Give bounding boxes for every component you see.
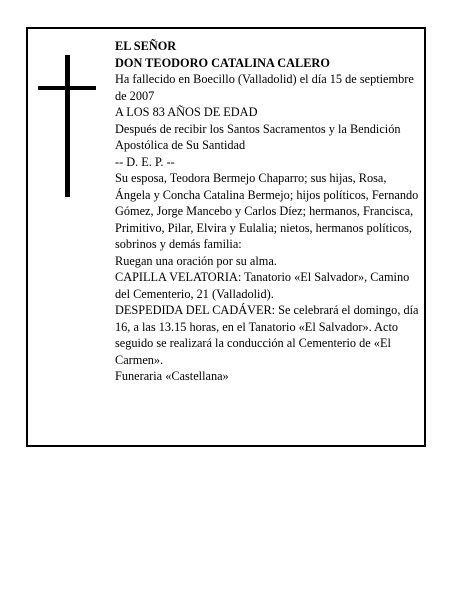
cross-vertical-bar xyxy=(65,55,70,197)
deceased-name: DON TEODORO CATALINA CALERO xyxy=(115,55,330,70)
sacraments-line: Después de recibir los Santos Sacramentos y la Bendición Apostólica de Su Santidad xyxy=(115,121,401,152)
family-list: Su esposa, Teodora Bermejo Chaparro; sus hijas, Rosa, Ángela y Concha Catalina Bermejo; hijos políticos, Fernando Gómez, Jorge Mancebo y Carlos Díez; hermanos, Francisca, Primitivo, Pilar, Elvira y Eulalia; nietos, hermanos políticos, sobrinos y demás familia: xyxy=(115,171,419,251)
dep-line: -- D. E. P. -- xyxy=(115,154,175,169)
farewell-info: DESPEDIDA DEL CADÁVER: Se celebrará el domingo, día 16, a las 13.15 horas, en el Tanatorio «El Salvador». Acto seguido se realizará la conducción al Cementerio de «El Carmen». xyxy=(115,303,419,367)
age-line: A LOS 83 AÑOS DE EDAD xyxy=(115,105,258,119)
title-line-1: EL SEÑOR xyxy=(115,39,177,53)
funeral-home: Funeraria «Castellana» xyxy=(115,369,229,383)
chapel-info: CAPILLA VELATORIA: Tanatorio «El Salvador», Camino del Cementerio, 21 (Valladolid). xyxy=(115,270,410,301)
cross-horizontal-bar xyxy=(38,86,96,90)
prayer-line: Ruegan una oración por su alma. xyxy=(115,253,277,268)
death-info: Ha fallecido en Boecillo (Valladolid) el día 15 de septiembre de 2007 xyxy=(115,72,414,103)
obituary-text xyxy=(115,38,420,385)
